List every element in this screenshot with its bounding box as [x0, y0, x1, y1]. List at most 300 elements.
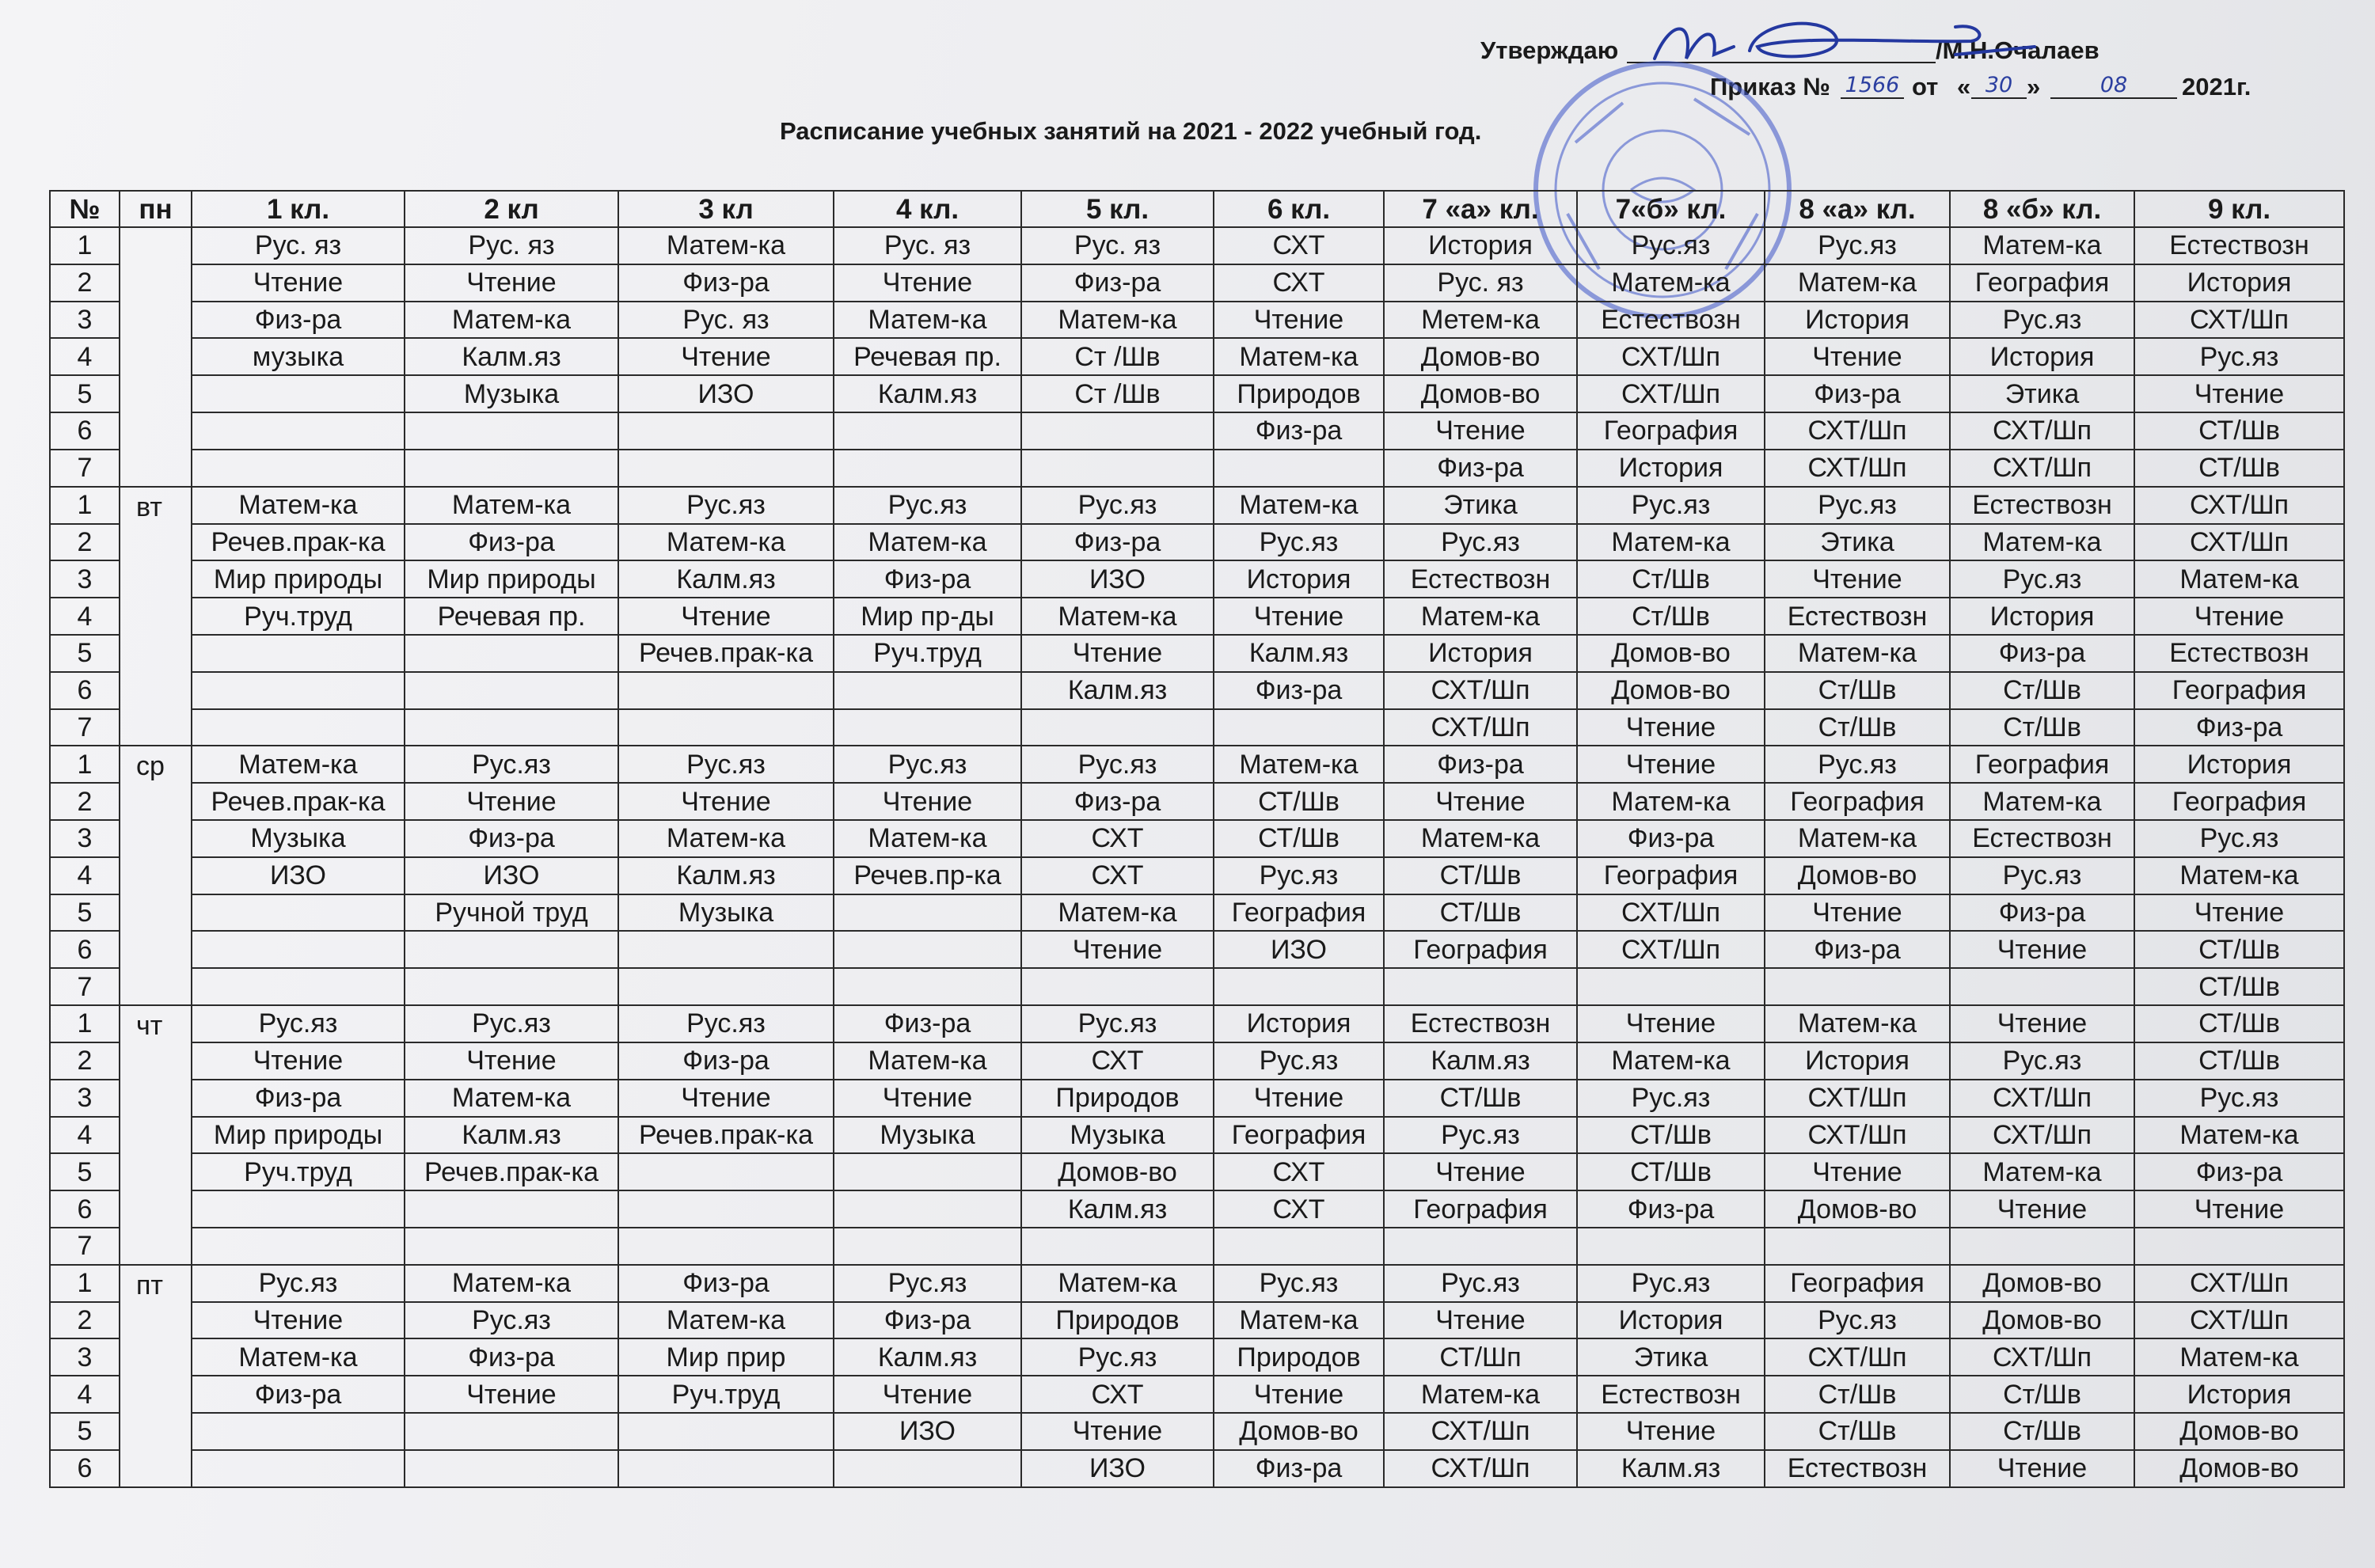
schedule-row	[50, 487, 2344, 524]
subject-cell: Калм.яз	[834, 375, 1021, 412]
subject-cell: Чтение	[1765, 894, 1950, 932]
quote-close: »	[2027, 73, 2041, 101]
subject-cell: СХТ/Шп	[1950, 450, 2134, 487]
subject-cell: СХТ	[1021, 820, 1214, 857]
lesson-number: 5	[50, 635, 120, 672]
subject-cell: Чтение	[1021, 1413, 1214, 1450]
day-cell: чт	[120, 1005, 192, 1265]
subject-cell: СХТ/Шп	[1384, 1413, 1577, 1450]
subject-cell: Матем-ка	[1214, 487, 1384, 524]
subject-cell: Рус.яз	[1577, 227, 1765, 264]
subject-cell: История	[1577, 1302, 1765, 1339]
subject-cell: Чтение	[1950, 1190, 2134, 1228]
subject-cell: Рус.яз	[1950, 1042, 2134, 1080]
subject-cell: Домов-во	[1384, 375, 1577, 412]
subject-cell: Матем-ка	[1950, 1153, 2134, 1190]
class-header: 6 кл.	[1214, 191, 1384, 227]
subject-cell	[1214, 1228, 1384, 1265]
subject-cell: ИЗО	[1021, 1450, 1214, 1487]
subject-cell: Матем-ка	[1765, 1005, 1950, 1042]
subject-cell: СТ/Шв	[1577, 1153, 1765, 1190]
subject-cell: Рус.яз	[834, 487, 1021, 524]
order-day: 30	[1971, 73, 2027, 99]
subject-cell	[192, 672, 405, 709]
schedule-row	[50, 1413, 2344, 1450]
subject-cell	[2134, 1228, 2344, 1265]
subject-cell: Речевая пр.	[405, 598, 618, 635]
subject-cell: Домов-во	[1021, 1153, 1214, 1190]
subject-cell	[192, 1450, 405, 1487]
subject-cell	[405, 1413, 618, 1450]
subject-cell: Калм.яз	[1021, 1190, 1214, 1228]
subject-cell: История	[1384, 635, 1577, 672]
subject-cell: Матем-ка	[1765, 635, 1950, 672]
subject-cell: Чтение	[618, 783, 834, 820]
subject-cell: Естествозн	[1577, 1376, 1765, 1413]
subject-cell: Чтение	[1384, 412, 1577, 450]
subject-cell: СТ/Шв	[2134, 968, 2344, 1005]
subject-cell: Чтение	[1214, 1080, 1384, 1117]
subject-cell: Речев.прак-ка	[618, 1117, 834, 1154]
lesson-number: 6	[50, 412, 120, 450]
lesson-number: 2	[50, 1042, 120, 1080]
subject-cell: Природов	[1021, 1302, 1214, 1339]
subject-cell: Физ-ра	[1577, 820, 1765, 857]
subject-cell: СТ/Шв	[2134, 931, 2344, 968]
subject-cell: СХТ/Шп	[1384, 709, 1577, 746]
subject-cell: Физ-ра	[405, 820, 618, 857]
subject-cell: Физ-ра	[1384, 450, 1577, 487]
subject-cell: Рус.яз	[1950, 857, 2134, 894]
subject-cell: Матем-ка	[618, 227, 834, 264]
subject-cell	[192, 450, 405, 487]
subject-cell: Физ-ра	[2134, 709, 2344, 746]
subject-cell: Чтение	[405, 1376, 618, 1413]
subject-cell: Рус. яз	[192, 227, 405, 264]
subject-cell	[1384, 1228, 1577, 1265]
schedule-row	[50, 1228, 2344, 1265]
page-title: Расписание учебных занятий на 2021 - 2022 учебный год.	[780, 117, 1482, 145]
subject-cell: ИЗО	[405, 857, 618, 894]
subject-cell: Домов-во	[1950, 1265, 2134, 1302]
subject-cell: Физ-ра	[1021, 524, 1214, 561]
schedule-row	[50, 672, 2344, 709]
subject-cell: Чтение	[405, 783, 618, 820]
subject-cell: Рус.яз	[618, 746, 834, 783]
lesson-number: 6	[50, 1190, 120, 1228]
subject-cell: Ст /Шв	[1021, 338, 1214, 375]
subject-cell: Физ-ра	[1214, 1450, 1384, 1487]
lesson-number: 6	[50, 1450, 120, 1487]
subject-cell	[618, 968, 834, 1005]
subject-cell: СХТ/Шп	[1765, 450, 1950, 487]
subject-cell: Рус.яз	[2134, 338, 2344, 375]
subject-cell: Чтение	[1577, 1005, 1765, 1042]
subject-cell: Матем-ка	[1214, 746, 1384, 783]
subject-cell: Калм.яз	[1577, 1450, 1765, 1487]
subject-cell: Рус.яз	[1577, 1080, 1765, 1117]
subject-cell: Естествозн	[2134, 227, 2344, 264]
subject-cell: Речевая пр.	[834, 338, 1021, 375]
subject-cell: Чтение	[1765, 560, 1950, 598]
subject-cell: Чтение	[834, 783, 1021, 820]
subject-cell: Чтение	[1021, 635, 1214, 672]
subject-cell: Калм.яз	[405, 338, 618, 375]
subject-cell	[1765, 1228, 1950, 1265]
class-header: 9 кл.	[2134, 191, 2344, 227]
subject-cell	[1021, 1228, 1214, 1265]
subject-cell: СТ/Шв	[1214, 783, 1384, 820]
subject-cell: Чтение	[618, 598, 834, 635]
subject-cell: История	[1950, 338, 2134, 375]
subject-cell: Этика	[1384, 487, 1577, 524]
subject-cell	[1021, 709, 1214, 746]
subject-cell: Руч.труд	[618, 1376, 834, 1413]
subject-cell: Физ-ра	[405, 1338, 618, 1376]
lesson-number: 1	[50, 227, 120, 264]
subject-cell: Калм.яз	[834, 1338, 1021, 1376]
subject-cell: Рус.яз	[1214, 1265, 1384, 1302]
subject-cell: Этика	[1765, 524, 1950, 561]
subject-cell	[192, 968, 405, 1005]
subject-cell: Матем-ка	[618, 820, 834, 857]
subject-cell: История	[2134, 264, 2344, 302]
lesson-number: 2	[50, 1302, 120, 1339]
subject-cell	[618, 1413, 834, 1450]
subject-cell: СХТ/Шп	[2134, 487, 2344, 524]
schedule-row	[50, 635, 2344, 672]
subject-cell	[834, 894, 1021, 932]
class-header: 2 кл	[405, 191, 618, 227]
subject-cell: Рус.яз	[405, 746, 618, 783]
subject-cell: Физ-ра	[1384, 746, 1577, 783]
subject-cell: СХТ/Шп	[1577, 894, 1765, 932]
subject-cell: Рус.яз	[1384, 524, 1577, 561]
subject-cell: СХТ/Шп	[1384, 672, 1577, 709]
subject-cell: Ст/Шв	[1950, 672, 2134, 709]
subject-cell: Матем-ка	[1214, 338, 1384, 375]
subject-cell: Матем-ка	[2134, 1338, 2344, 1376]
subject-cell: Матем-ка	[1384, 820, 1577, 857]
subject-cell: Матем-ка	[834, 820, 1021, 857]
schedule-row	[50, 1338, 2344, 1376]
schedule-row	[50, 450, 2344, 487]
subject-cell: Ст/Шв	[1765, 672, 1950, 709]
schedule-row	[50, 1153, 2344, 1190]
subject-cell: Рус. яз	[1384, 264, 1577, 302]
subject-cell: Ст/Шв	[1950, 1413, 2134, 1450]
subject-cell: Природов	[1021, 1080, 1214, 1117]
schedule-row	[50, 1190, 2344, 1228]
subject-cell: Матем-ка	[1577, 1042, 1765, 1080]
subject-cell: Рус.яз	[1021, 1338, 1214, 1376]
subject-cell: Естествозн	[1577, 302, 1765, 339]
subject-cell: Рус.яз	[192, 1265, 405, 1302]
subject-cell: Физ-ра	[2134, 1153, 2344, 1190]
subject-cell: Физ-ра	[1214, 412, 1384, 450]
subject-cell: Чтение	[1950, 1005, 2134, 1042]
subject-cell: История	[1214, 1005, 1384, 1042]
class-header: 7 «а» кл.	[1384, 191, 1577, 227]
subject-cell: Матем-ка	[405, 1080, 618, 1117]
subject-cell: СТ/Шв	[2134, 1042, 2344, 1080]
subject-cell: Домов-во	[2134, 1413, 2344, 1450]
subject-cell: СХТ/Шп	[1765, 412, 1950, 450]
subject-cell: Чтение	[405, 264, 618, 302]
subject-cell: Калм.яз	[405, 1117, 618, 1154]
subject-cell	[1577, 968, 1765, 1005]
subject-cell: Естествозн	[1765, 598, 1950, 635]
subject-cell: География	[2134, 783, 2344, 820]
subject-cell: Матем-ка	[834, 1042, 1021, 1080]
subject-cell: История	[1765, 1042, 1950, 1080]
subject-cell: Ст/Шв	[1765, 1376, 1950, 1413]
subject-cell: Чтение	[2134, 598, 2344, 635]
subject-cell	[192, 412, 405, 450]
subject-cell: История	[2134, 746, 2344, 783]
subject-cell: Физ-ра	[405, 524, 618, 561]
schedule-row	[50, 1450, 2344, 1487]
subject-cell: Физ-ра	[1950, 635, 2134, 672]
subject-cell: Матем-ка	[1384, 1376, 1577, 1413]
class-header: 8 «б» кл.	[1950, 191, 2134, 227]
subject-cell: СХТ/Шп	[1384, 1450, 1577, 1487]
subject-cell: Чтение	[2134, 375, 2344, 412]
subject-cell: География	[1950, 264, 2134, 302]
lesson-number: 4	[50, 1376, 120, 1413]
lesson-number: 3	[50, 1338, 120, 1376]
subject-cell: Рус.яз	[2134, 820, 2344, 857]
subject-cell: Матем-ка	[834, 524, 1021, 561]
order-number: 1566	[1841, 73, 1904, 99]
subject-cell	[618, 672, 834, 709]
subject-cell: Чтение	[1214, 302, 1384, 339]
subject-cell: Естествозн	[2134, 635, 2344, 672]
subject-cell: Калм.яз	[618, 857, 834, 894]
subject-cell: Мир природы	[405, 560, 618, 598]
day-cell: вт	[120, 487, 192, 746]
subject-cell: Рус.яз	[1021, 487, 1214, 524]
subject-cell: География	[1765, 783, 1950, 820]
day-cell	[120, 227, 192, 487]
subject-cell: Матем-ка	[618, 1302, 834, 1339]
schedule-row	[50, 598, 2344, 635]
subject-cell: Матем-ка	[1577, 264, 1765, 302]
subject-cell: Домов-во	[1950, 1302, 2134, 1339]
subject-cell	[405, 1450, 618, 1487]
schedule-row	[50, 783, 2344, 820]
subject-cell: Рус.яз	[834, 1265, 1021, 1302]
schedule-row	[50, 227, 2344, 264]
subject-cell	[192, 894, 405, 932]
subject-cell: СХТ	[1214, 264, 1384, 302]
subject-cell: Чтение	[834, 1080, 1021, 1117]
subject-cell: Физ-ра	[1765, 931, 1950, 968]
subject-cell	[405, 672, 618, 709]
subject-cell: ИЗО	[1214, 931, 1384, 968]
subject-cell: Матем-ка	[405, 1265, 618, 1302]
subject-cell: Музыка	[1021, 1117, 1214, 1154]
subject-cell: Матем-ка	[2134, 857, 2344, 894]
subject-cell: Ст /Шв	[1021, 375, 1214, 412]
subject-cell: Руч.труд	[192, 1153, 405, 1190]
subject-cell: Калм.яз	[1214, 635, 1384, 672]
subject-cell: СХТ	[1214, 1153, 1384, 1190]
subject-cell: Естествозн	[1950, 487, 2134, 524]
subject-cell: Рус.яз	[834, 746, 1021, 783]
subject-cell: Чтение	[1577, 709, 1765, 746]
subject-cell: СХТ/Шп	[1950, 1080, 2134, 1117]
subject-cell: Чтение	[1384, 1302, 1577, 1339]
subject-cell: Матем-ка	[1950, 524, 2134, 561]
subject-cell: СТ/Шв	[2134, 412, 2344, 450]
subject-cell: СХТ	[1021, 857, 1214, 894]
subject-cell: Ручной труд	[405, 894, 618, 932]
subject-cell: Естествозн	[1950, 820, 2134, 857]
subject-cell: История	[1214, 560, 1384, 598]
subject-cell: География	[1577, 412, 1765, 450]
quote-open: «	[1957, 73, 1971, 101]
lesson-number: 3	[50, 820, 120, 857]
subject-cell: Речев.прак-ка	[618, 635, 834, 672]
lesson-number: 4	[50, 598, 120, 635]
subject-cell: Рус.яз	[1577, 487, 1765, 524]
subject-cell: СХТ	[1021, 1376, 1214, 1413]
subject-cell: Матем-ка	[192, 1338, 405, 1376]
subject-cell: Рус.яз	[1214, 857, 1384, 894]
subject-cell: СХТ/Шп	[1577, 338, 1765, 375]
subject-cell: Речев.пр-ка	[834, 857, 1021, 894]
subject-cell: Мир прир	[618, 1338, 834, 1376]
subject-cell: ИЗО	[834, 1413, 1021, 1450]
subject-cell: Калм.яз	[1021, 672, 1214, 709]
subject-cell: Чтение	[618, 338, 834, 375]
subject-cell: Чтение	[1577, 746, 1765, 783]
subject-cell: Естествозн	[1765, 1450, 1950, 1487]
subject-cell	[834, 1228, 1021, 1265]
subject-cell: Чтение	[834, 1376, 1021, 1413]
subject-cell: Ст/Шв	[1577, 598, 1765, 635]
schedule-row	[50, 1265, 2344, 1302]
subject-cell: География	[1214, 894, 1384, 932]
subject-cell: Рус.яз	[405, 1302, 618, 1339]
subject-cell	[834, 968, 1021, 1005]
subject-cell: Матем-ка	[192, 487, 405, 524]
subject-cell	[618, 450, 834, 487]
lesson-number: 5	[50, 1413, 120, 1450]
subject-cell: СХТ/Шп	[1577, 931, 1765, 968]
lesson-number: 5	[50, 894, 120, 932]
order-label: Приказ №	[1710, 73, 1830, 101]
lesson-number: 2	[50, 524, 120, 561]
subject-cell: СХТ/Шп	[2134, 1265, 2344, 1302]
lesson-number: 1	[50, 487, 120, 524]
subject-cell: Музыка	[618, 894, 834, 932]
schedule-row	[50, 524, 2344, 561]
subject-cell: СХТ/Шп	[1950, 1338, 2134, 1376]
lesson-number: 3	[50, 560, 120, 598]
subject-cell: Матем-ка	[1021, 1265, 1214, 1302]
subject-cell: Калм.яз	[618, 560, 834, 598]
subject-cell: Речев.прак-ка	[192, 524, 405, 561]
subject-cell	[1765, 968, 1950, 1005]
schedule-row	[50, 302, 2344, 339]
subject-cell: Чтение	[1384, 783, 1577, 820]
schedule-row	[50, 412, 2344, 450]
subject-cell: Чтение	[1384, 1153, 1577, 1190]
subject-cell	[618, 709, 834, 746]
subject-cell: ИЗО	[618, 375, 834, 412]
lesson-number: 6	[50, 672, 120, 709]
subject-cell: Чтение	[1577, 1413, 1765, 1450]
day-cell: ср	[120, 746, 192, 1005]
subject-cell: Чтение	[1214, 598, 1384, 635]
subject-cell	[834, 450, 1021, 487]
subject-cell: Рус.яз	[1765, 746, 1950, 783]
subject-cell: Матем-ка	[618, 524, 834, 561]
subject-cell: Рус.яз	[1214, 524, 1384, 561]
schedule-row	[50, 931, 2344, 968]
subject-cell: Рус. яз	[618, 302, 834, 339]
lesson-number: 1	[50, 746, 120, 783]
subject-cell	[1021, 412, 1214, 450]
subject-cell: Домов-во	[1214, 1413, 1384, 1450]
subject-cell: ИЗО	[1021, 560, 1214, 598]
subject-cell: География	[1214, 1117, 1384, 1154]
subject-cell	[1214, 968, 1384, 1005]
lesson-number: 2	[50, 783, 120, 820]
order-year: 2021г.	[2182, 73, 2252, 101]
subject-cell: Музыка	[405, 375, 618, 412]
order-line	[1710, 73, 2359, 104]
subject-cell	[618, 1190, 834, 1228]
schedule-row	[50, 1005, 2344, 1042]
subject-cell: Руч.труд	[192, 598, 405, 635]
subject-cell: СХТ/Шп	[1950, 412, 2134, 450]
lesson-number: 4	[50, 857, 120, 894]
subject-cell	[405, 635, 618, 672]
subject-cell: Физ-ра	[192, 302, 405, 339]
subject-cell: Чтение	[1021, 931, 1214, 968]
subject-cell: Рус.яз	[2134, 1080, 2344, 1117]
schedule-row	[50, 709, 2344, 746]
subject-cell: СТ/Шв	[1214, 820, 1384, 857]
schedule-row	[50, 338, 2344, 375]
subject-cell	[618, 1153, 834, 1190]
subject-cell: Рус.яз	[192, 1005, 405, 1042]
class-header: 1 кл.	[192, 191, 405, 227]
subject-cell: Домов-во	[2134, 1450, 2344, 1487]
subject-cell: Чтение	[618, 1080, 834, 1117]
class-header: 3 кл	[618, 191, 834, 227]
subject-cell: музыка	[192, 338, 405, 375]
subject-cell: Рус.яз	[1384, 1265, 1577, 1302]
subject-cell: Чтение	[192, 264, 405, 302]
subject-cell: Мир природы	[192, 560, 405, 598]
subject-cell: Физ-ра	[1765, 375, 1950, 412]
subject-cell	[192, 1413, 405, 1450]
lesson-number: 1	[50, 1265, 120, 1302]
subject-cell: СТ/Шв	[1384, 1080, 1577, 1117]
subject-cell: Мир пр-ды	[834, 598, 1021, 635]
subject-cell: Естествозн	[1384, 560, 1577, 598]
subject-cell: Домов-во	[1577, 672, 1765, 709]
subject-cell: СХТ/Шп	[1950, 1117, 2134, 1154]
subject-cell: Речев.прак-ка	[405, 1153, 618, 1190]
subject-cell: География	[2134, 672, 2344, 709]
subject-cell: СТ/Шв	[2134, 450, 2344, 487]
subject-cell	[405, 450, 618, 487]
